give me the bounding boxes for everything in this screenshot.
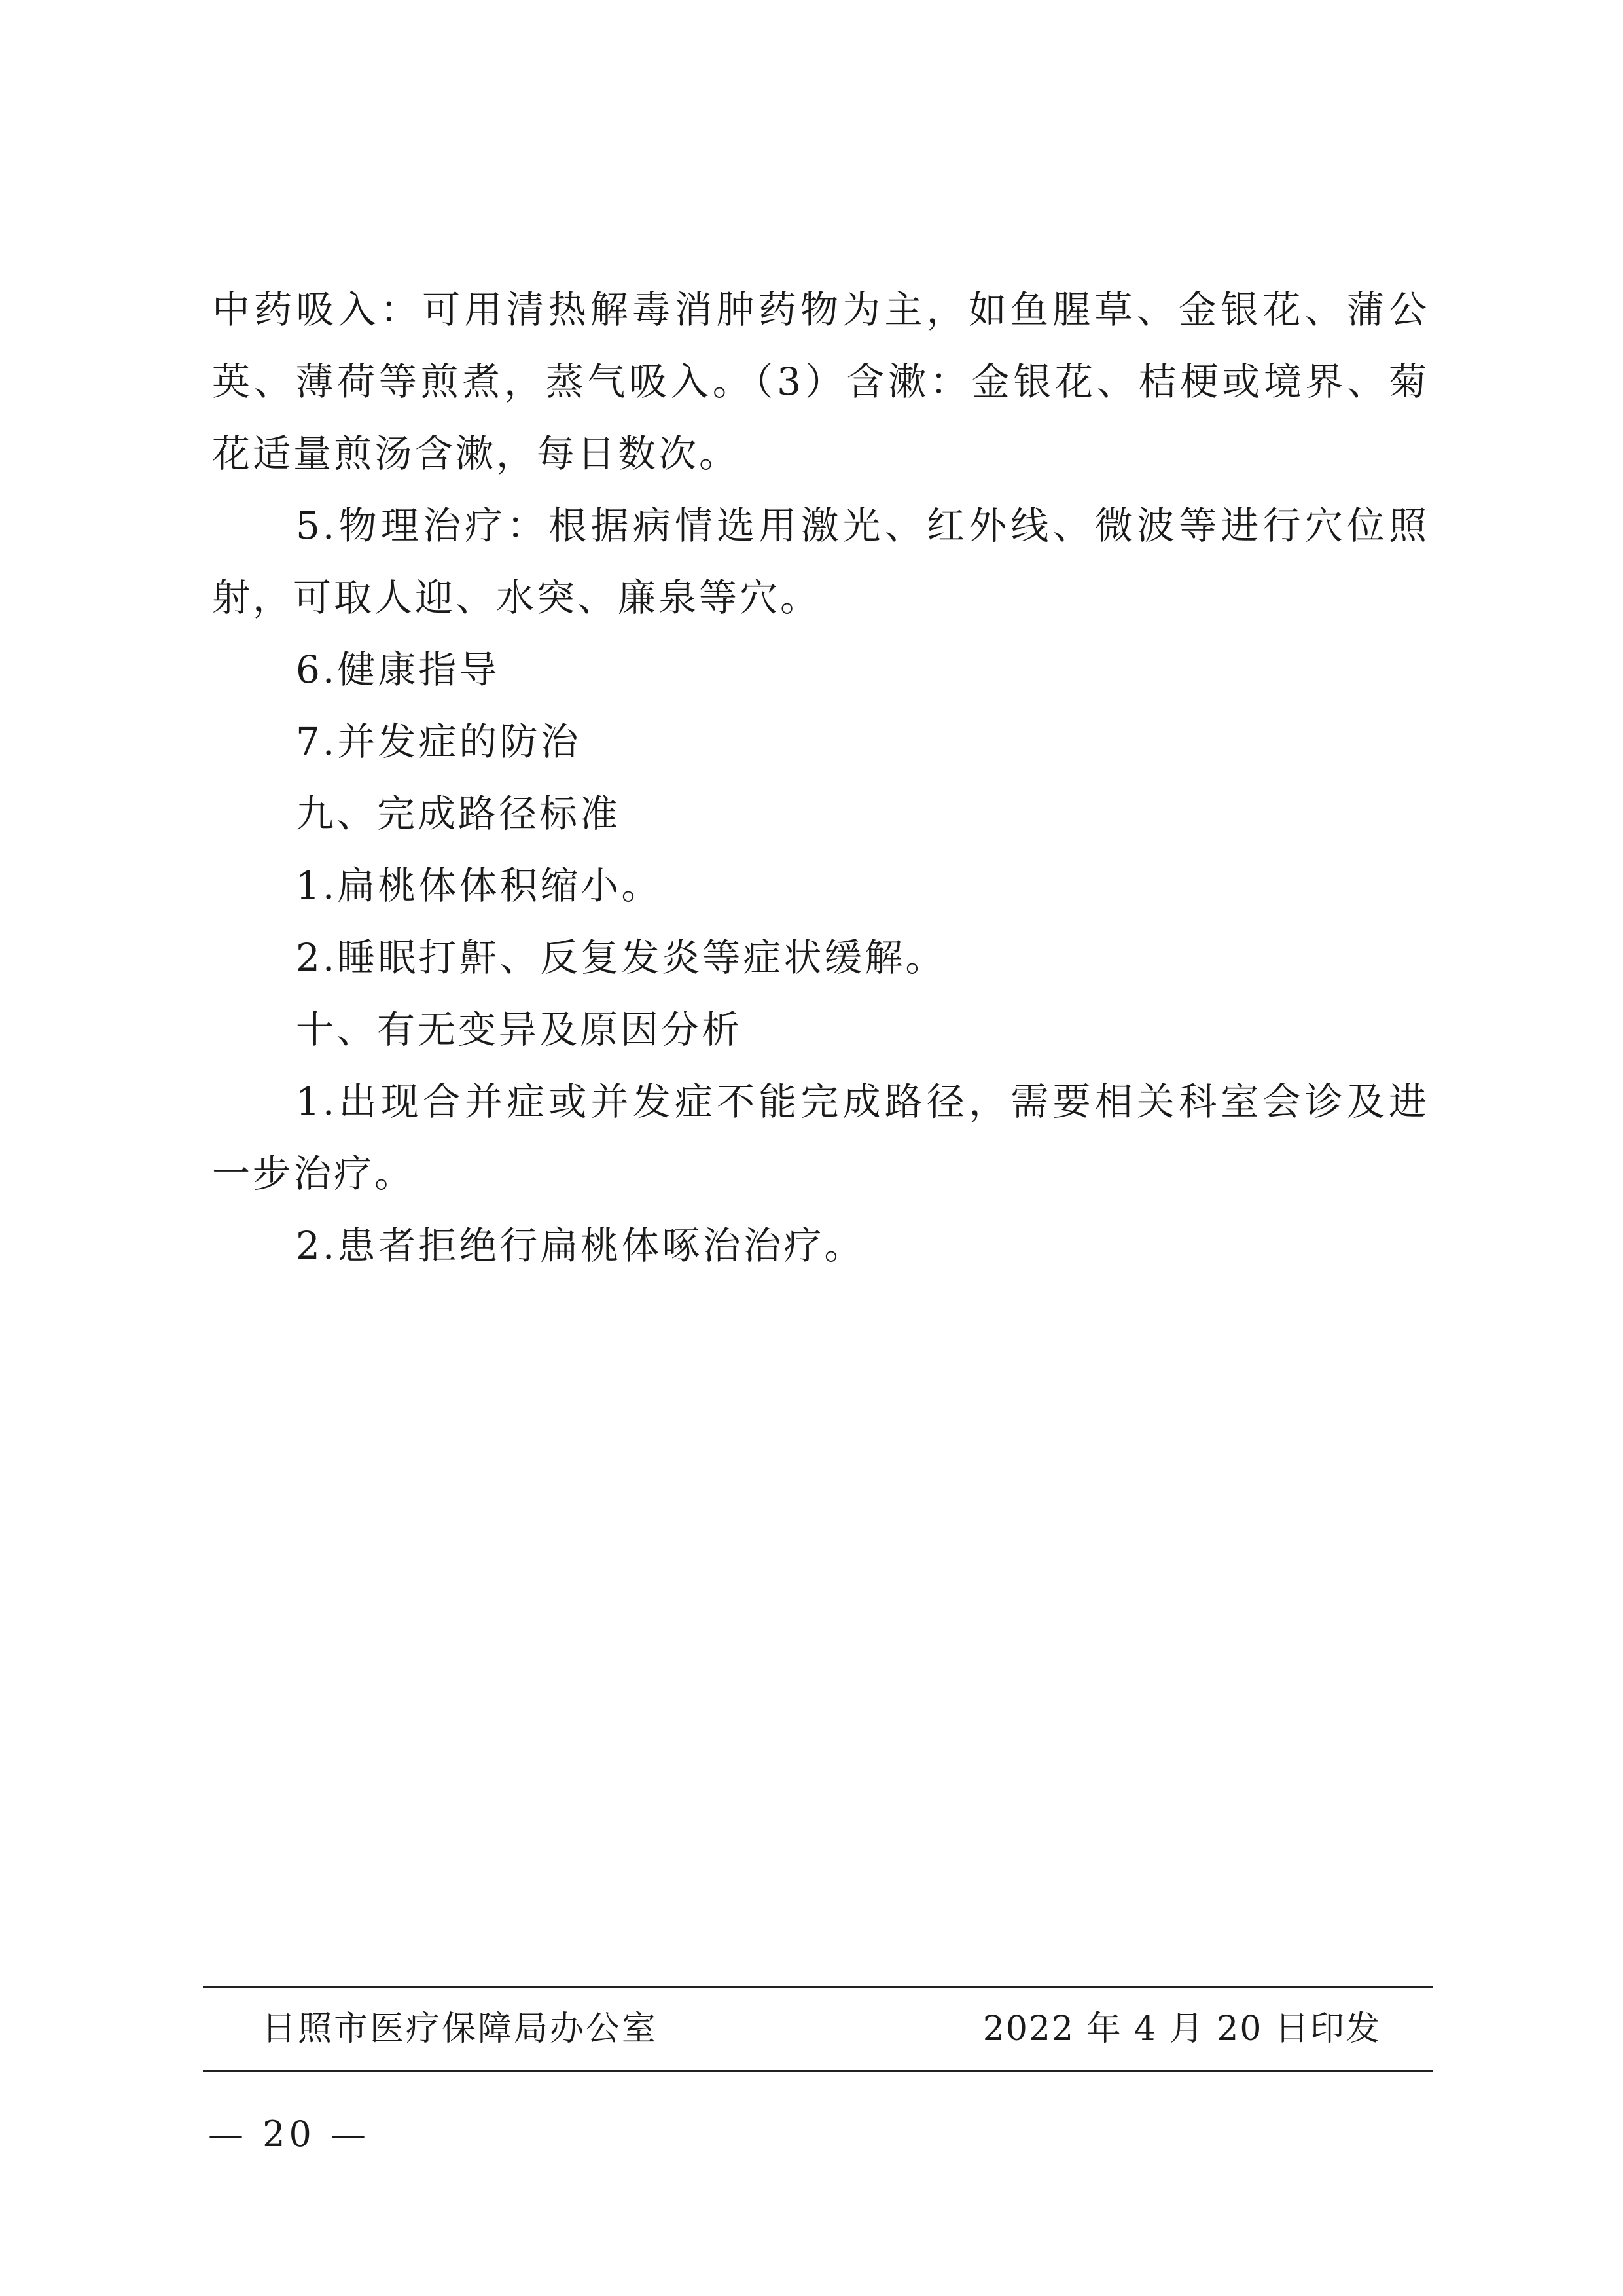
paragraph-patient-refusal: 2.患者拒绝行扁桃体啄治治疗。: [296, 1223, 865, 1268]
page-number: — 20 —: [208, 2113, 370, 2155]
paragraph-complication-variation: 1.出现合并症或并发症不能完成路径，需要相关科室会诊及进一步治疗。: [212, 1079, 1429, 1196]
section-heading-completion-standard: 九、完成路径标准: [296, 791, 621, 836]
footer-row: [203, 2006, 1433, 2052]
section-heading-variation-analysis: 十、有无变异及原因分析: [296, 1007, 743, 1052]
paragraph-chinese-medicine-inhalation: 中药吸入：可用清热解毒消肿药物为主，如鱼腥草、金银花、蒲公英、薄荷等煎煮，蒸气吸入。（3）含漱：金银花、桔梗或境界、菊花适量煎汤含漱，每日数次。: [212, 287, 1429, 476]
issuing-office: 日照市医疗保障局办公室: [262, 2009, 658, 2049]
footer-top-rule: [203, 1986, 1433, 1988]
paragraph-symptom-relief: 2.睡眠打鼾、反复发炎等症状缓解。: [296, 935, 946, 980]
footer-bottom-rule: [203, 2070, 1433, 2072]
document-body: [212, 274, 1429, 1282]
issue-date: 2022 年 4 月 20 日印发: [982, 2009, 1381, 2049]
paragraph-health-guidance: 6.健康指导: [296, 647, 500, 692]
paragraph-physical-therapy: 5.物理治疗：根据病情选用激光、红外线、微波等进行穴位照射，可取人迎、水突、廉泉等穴。: [212, 503, 1429, 620]
paragraph-tonsil-shrink: 1.扁桃体体积缩小。: [296, 863, 662, 908]
paragraph-complication-prevention: 7.并发症的防治: [296, 719, 581, 764]
